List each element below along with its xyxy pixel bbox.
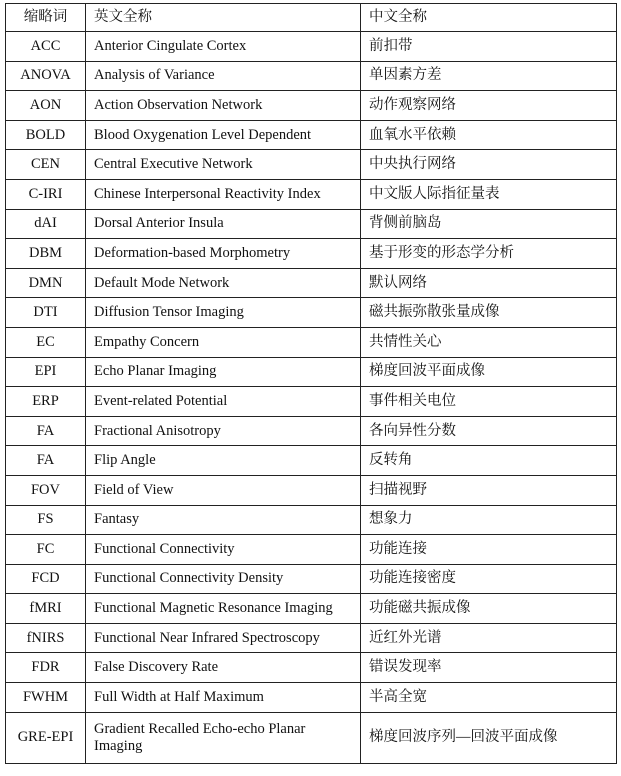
- table-row: [6, 387, 617, 417]
- english-name-cell: Action Observation Network: [86, 91, 361, 121]
- english-name-cell: Fractional Anisotropy: [86, 416, 361, 446]
- table-row: [6, 91, 617, 121]
- table-row: [6, 594, 617, 624]
- chinese-name-cell: 各向异性分数: [361, 416, 617, 446]
- abbreviation-cell: FDR: [6, 653, 86, 683]
- abbreviation-cell: FC: [6, 535, 86, 565]
- chinese-name-cell: 想象力: [361, 505, 617, 535]
- english-name-cell: Analysis of Variance: [86, 61, 361, 91]
- chinese-name-cell: 中央执行网络: [361, 150, 617, 180]
- english-name-cell: Functional Near Infrared Spectroscopy: [86, 623, 361, 653]
- table-row: [6, 150, 617, 180]
- chinese-name-cell: 默认网络: [361, 268, 617, 298]
- chinese-name-cell: 扫描视野: [361, 475, 617, 505]
- chinese-name-cell: 功能连接密度: [361, 564, 617, 594]
- table-row: [6, 209, 617, 239]
- table-row: [6, 179, 617, 209]
- chinese-name-cell: 动作观察网络: [361, 91, 617, 121]
- english-name-cell: Fantasy: [86, 505, 361, 535]
- chinese-name-cell: 梯度回波平面成像: [361, 357, 617, 387]
- english-name-cell: Gradient Recalled Echo-echo Planar Imaging: [86, 712, 361, 763]
- table-row: [6, 653, 617, 683]
- table-row: [6, 446, 617, 476]
- abbreviation-cell: DMN: [6, 268, 86, 298]
- abbreviation-cell: DTI: [6, 298, 86, 328]
- abbreviation-cell: EC: [6, 327, 86, 357]
- chinese-name-cell: 错误发现率: [361, 653, 617, 683]
- english-name-cell: Functional Magnetic Resonance Imaging: [86, 594, 361, 624]
- english-name-cell: Echo Planar Imaging: [86, 357, 361, 387]
- english-name-cell: Event-related Potential: [86, 387, 361, 417]
- chinese-name-cell: 背侧前脑岛: [361, 209, 617, 239]
- header-abbreviation: 缩略词: [6, 4, 86, 32]
- table-row: [6, 327, 617, 357]
- table-row: [6, 239, 617, 269]
- chinese-name-cell: 血氧水平依赖: [361, 120, 617, 150]
- table-row: [6, 683, 617, 713]
- table-row: [6, 61, 617, 91]
- table-row: [6, 712, 617, 763]
- table-row: [6, 357, 617, 387]
- abbreviation-cell: C-IRI: [6, 179, 86, 209]
- abbreviation-cell: ACC: [6, 32, 86, 62]
- table-row: [6, 120, 617, 150]
- chinese-name-cell: 半高全宽: [361, 683, 617, 713]
- abbreviation-cell: DBM: [6, 239, 86, 269]
- abbreviation-cell: GRE-EPI: [6, 712, 86, 763]
- table-row: [6, 475, 617, 505]
- abbreviation-cell: FCD: [6, 564, 86, 594]
- abbreviation-cell: fNIRS: [6, 623, 86, 653]
- abbreviation-cell: ANOVA: [6, 61, 86, 91]
- abbreviation-cell: FA: [6, 416, 86, 446]
- abbreviation-table: [5, 3, 617, 764]
- table-row: [6, 505, 617, 535]
- abbreviation-cell: FS: [6, 505, 86, 535]
- chinese-name-cell: 基于形变的形态学分析: [361, 239, 617, 269]
- english-name-cell: Functional Connectivity: [86, 535, 361, 565]
- english-name-cell: Anterior Cingulate Cortex: [86, 32, 361, 62]
- english-name-cell: Chinese Interpersonal Reactivity Index: [86, 179, 361, 209]
- chinese-name-cell: 梯度回波序列—回波平面成像: [361, 712, 617, 763]
- table-row: [6, 32, 617, 62]
- abbreviation-cell: AON: [6, 91, 86, 121]
- english-name-cell: Empathy Concern: [86, 327, 361, 357]
- table-row: [6, 298, 617, 328]
- abbreviation-cell: CEN: [6, 150, 86, 180]
- english-name-cell: Flip Angle: [86, 446, 361, 476]
- abbreviation-cell: fMRI: [6, 594, 86, 624]
- header-english-name: 英文全称: [86, 4, 361, 32]
- abbreviation-cell: BOLD: [6, 120, 86, 150]
- english-name-cell: Diffusion Tensor Imaging: [86, 298, 361, 328]
- english-name-cell: Default Mode Network: [86, 268, 361, 298]
- chinese-name-cell: 功能连接: [361, 535, 617, 565]
- chinese-name-cell: 事件相关电位: [361, 387, 617, 417]
- abbreviation-cell: EPI: [6, 357, 86, 387]
- english-name-cell: Full Width at Half Maximum: [86, 683, 361, 713]
- table-row: [6, 268, 617, 298]
- chinese-name-cell: 反转角: [361, 446, 617, 476]
- english-name-cell: Field of View: [86, 475, 361, 505]
- english-name-cell: Deformation-based Morphometry: [86, 239, 361, 269]
- chinese-name-cell: 单因素方差: [361, 61, 617, 91]
- table-row: [6, 623, 617, 653]
- english-name-cell: Dorsal Anterior Insula: [86, 209, 361, 239]
- chinese-name-cell: 前扣带: [361, 32, 617, 62]
- chinese-name-cell: 中文版人际指征量表: [361, 179, 617, 209]
- english-name-cell: Central Executive Network: [86, 150, 361, 180]
- english-name-cell: Blood Oxygenation Level Dependent: [86, 120, 361, 150]
- abbreviation-cell: dAI: [6, 209, 86, 239]
- header-row: [6, 4, 617, 32]
- abbreviation-cell: FWHM: [6, 683, 86, 713]
- abbreviation-cell: ERP: [6, 387, 86, 417]
- header-chinese-name: 中文全称: [361, 4, 617, 32]
- abbreviation-cell: FA: [6, 446, 86, 476]
- chinese-name-cell: 功能磁共振成像: [361, 594, 617, 624]
- chinese-name-cell: 磁共振弥散张量成像: [361, 298, 617, 328]
- table-row: [6, 535, 617, 565]
- english-name-cell: Functional Connectivity Density: [86, 564, 361, 594]
- table-row: [6, 564, 617, 594]
- chinese-name-cell: 共情性关心: [361, 327, 617, 357]
- english-name-cell: False Discovery Rate: [86, 653, 361, 683]
- abbreviation-cell: FOV: [6, 475, 86, 505]
- chinese-name-cell: 近红外光谱: [361, 623, 617, 653]
- table-row: [6, 416, 617, 446]
